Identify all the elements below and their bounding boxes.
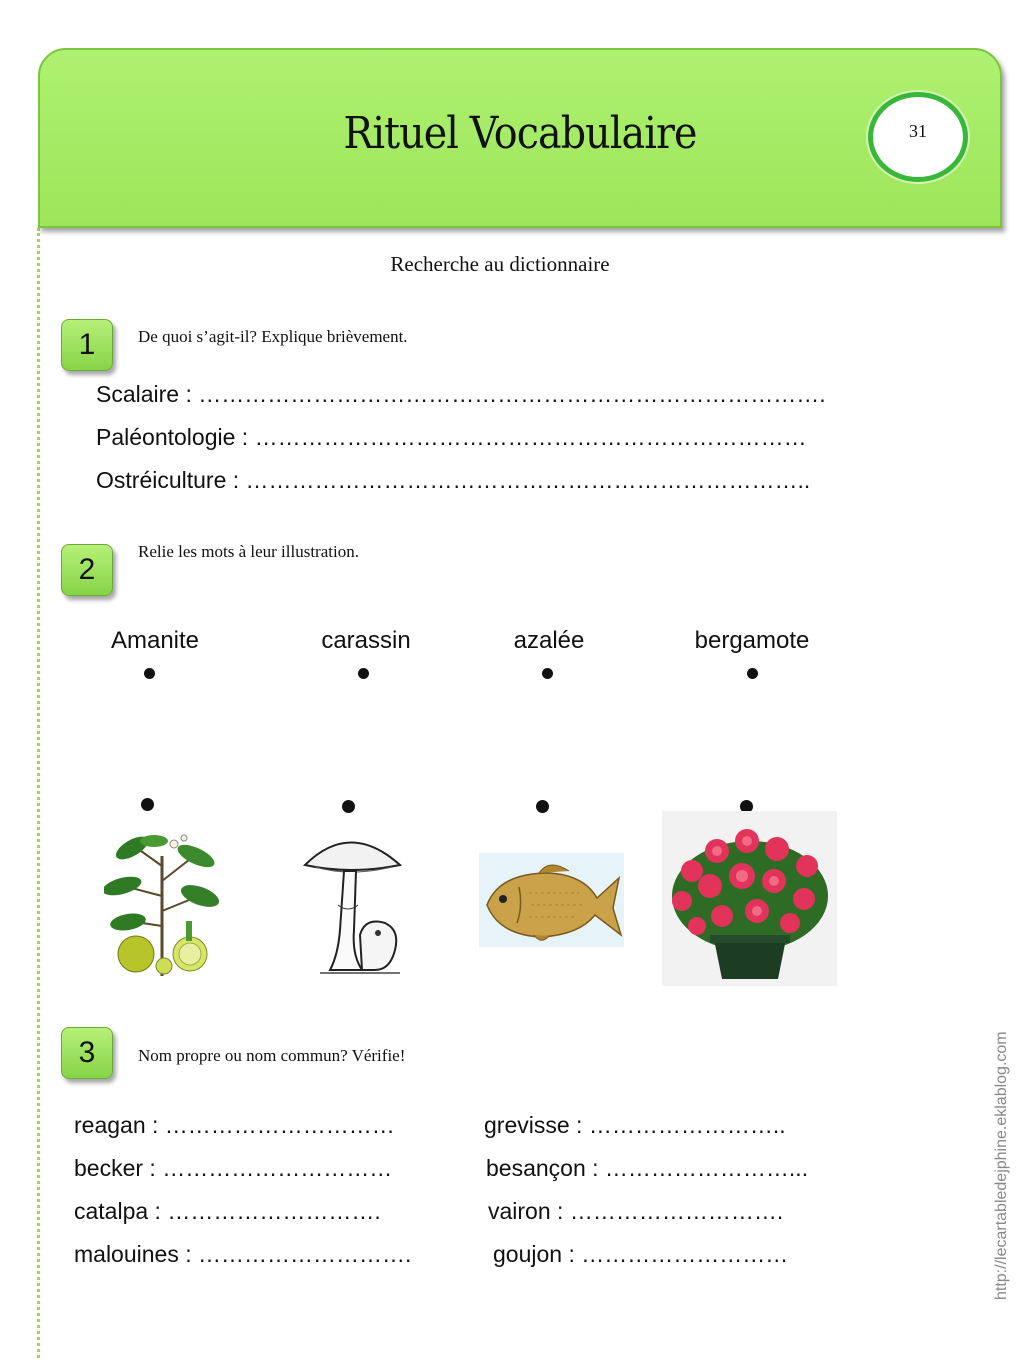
word-bergamote: bergamote [694,627,810,654]
word-dot[interactable] [747,668,758,679]
exercise-1-instruction: De quoi s’agit-il? Explique brièvement. [138,327,408,346]
word-dot[interactable] [358,668,369,679]
fish-image [479,853,624,947]
page-number: 31 [909,121,927,141]
definition-line: Paléontologie : ……………………………………………………………… [96,424,807,450]
word-carassin: carassin [321,627,411,654]
header-banner [38,48,1002,228]
image-dot[interactable] [342,800,355,813]
exercise-3-instruction: Nom propre ou nom commun? Vérifie! [138,1046,406,1065]
word-line-right: grevisse : …………………….. [484,1112,786,1138]
exercise-1-number: 1 [61,319,113,371]
image-dot[interactable] [536,800,549,813]
dotted-margin [37,228,40,1358]
subtitle: Recherche au dictionnaire [390,252,610,276]
exercise-2-number: 2 [61,544,113,596]
exercise-2-instruction: Relie les mots à leur illustration. [138,542,359,561]
word-line-left: malouines : ………………………. [74,1241,412,1267]
word-line-right: vairon : ………………………. [488,1198,784,1224]
word-line-left: catalpa : ………………………. [74,1198,381,1224]
word-line-right: besançon : ……………………... [486,1155,809,1181]
word-line-left: reagan : ………………………… [74,1112,395,1138]
mushroom-image [300,835,410,978]
bergamot-plant-image [104,826,220,978]
word-amanite: Amanite [110,627,200,654]
watermark-url: http://lecartabledejphine.eklablog.com [993,1031,1010,1300]
azalea-pot-image [662,811,837,986]
image-dot[interactable] [141,798,154,811]
word-azalee: azalée [513,627,585,654]
word-line-right: goujon : ……………………… [493,1241,789,1267]
word-dot[interactable] [542,668,553,679]
definition-line: Scalaire : ………………………………………………………………………. [96,381,826,407]
word-dot[interactable] [144,668,155,679]
exercise-3-number: 3 [61,1027,113,1079]
word-line-left: becker : ………………………… [74,1155,393,1181]
definition-line: Ostréiculture : ……………………………………………………………….. [96,467,811,493]
page-number-badge [868,92,968,182]
page-title: Rituel Vocabulaire [343,108,697,159]
